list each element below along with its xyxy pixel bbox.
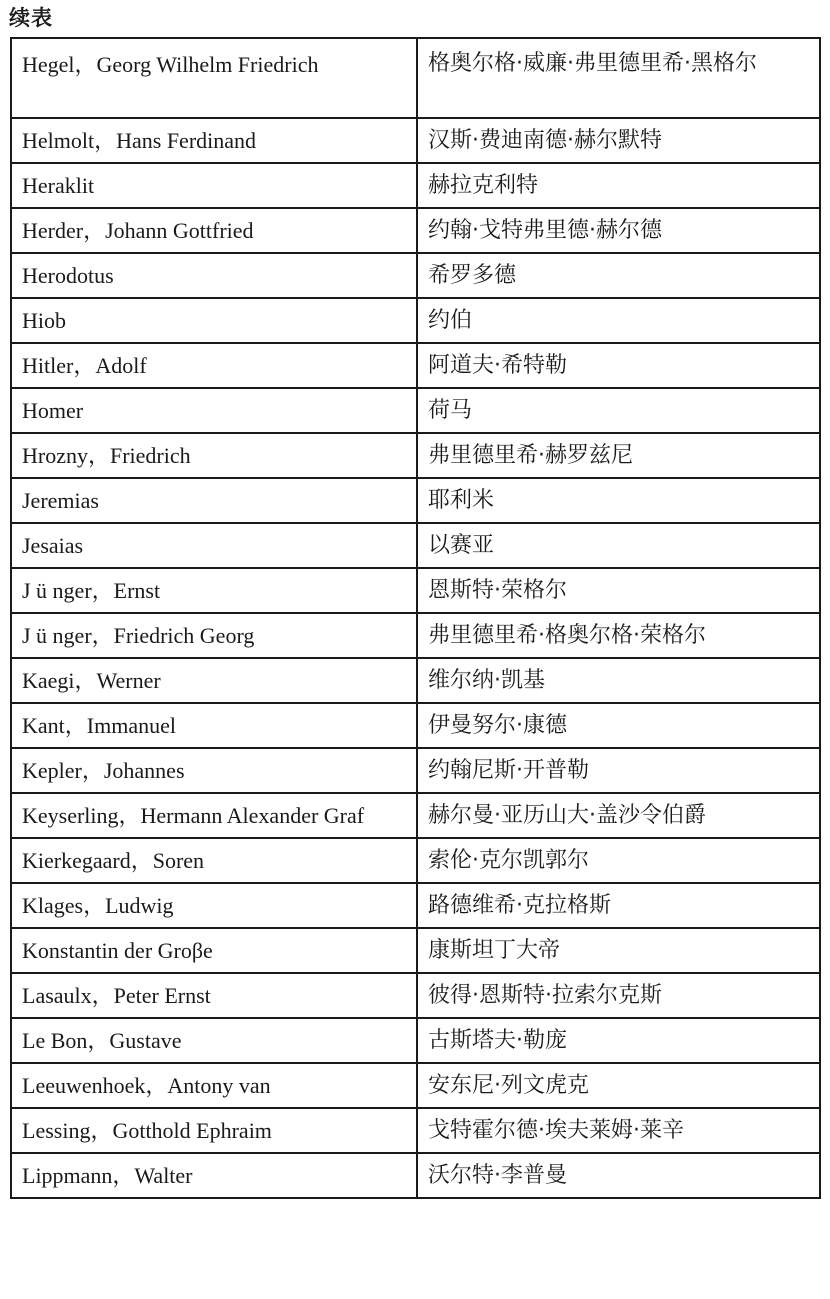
original-name-cell: Hiob	[11, 298, 417, 343]
translated-name-cell: 弗里德里希·赫罗兹尼	[417, 433, 820, 478]
original-name-cell: J ü nger，Ernst	[11, 568, 417, 613]
table-row	[11, 298, 820, 343]
original-name-cell: Le Bon，Gustave	[11, 1018, 417, 1063]
translated-name-cell: 荷马	[417, 388, 820, 433]
original-name-cell: Hitler，Adolf	[11, 343, 417, 388]
table-row	[11, 568, 820, 613]
original-name-cell: Homer	[11, 388, 417, 433]
translated-name-cell: 弗里德里希·格奥尔格·荣格尔	[417, 613, 820, 658]
translated-name-cell: 赫尔曼·亚历山大·盖沙令伯爵	[417, 793, 820, 838]
original-name-cell: Kant，Immanuel	[11, 703, 417, 748]
original-name-cell: Lasaulx，Peter Ernst	[11, 973, 417, 1018]
translated-name-cell: 索伦·克尔凯郭尔	[417, 838, 820, 883]
original-name-cell: Klages，Ludwig	[11, 883, 417, 928]
original-name-cell: Helmolt，Hans Ferdinand	[11, 118, 417, 163]
translated-name-cell: 沃尔特·李普曼	[417, 1153, 820, 1198]
table-row	[11, 793, 820, 838]
table-caption: 续表	[9, 6, 53, 30]
table-row	[11, 658, 820, 703]
translated-name-cell: 彼得·恩斯特·拉索尔克斯	[417, 973, 820, 1018]
translated-name-cell: 戈特霍尔德·埃夫莱姆·莱辛	[417, 1108, 820, 1153]
name-translation-table	[10, 37, 821, 1199]
table-row	[11, 38, 820, 118]
translated-name-cell: 约翰·戈特弗里德·赫尔德	[417, 208, 820, 253]
table-row	[11, 973, 820, 1018]
translated-name-cell: 阿道夫·希特勒	[417, 343, 820, 388]
table-row	[11, 883, 820, 928]
table-row	[11, 208, 820, 253]
table-row	[11, 478, 820, 523]
translated-name-cell: 安东尼·列文虎克	[417, 1063, 820, 1108]
original-name-cell: Konstantin der Groβe	[11, 928, 417, 973]
original-name-cell: Herodotus	[11, 253, 417, 298]
table-row	[11, 613, 820, 658]
table-row	[11, 343, 820, 388]
original-name-cell: Herder，Johann Gottfried	[11, 208, 417, 253]
table-row	[11, 433, 820, 478]
translated-name-cell: 赫拉克利特	[417, 163, 820, 208]
original-name-cell: Hegel，Georg Wilhelm Friedrich	[11, 38, 417, 118]
translated-name-cell: 约翰尼斯·开普勒	[417, 748, 820, 793]
original-name-cell: Jesaias	[11, 523, 417, 568]
original-name-cell: J ü nger，Friedrich Georg	[11, 613, 417, 658]
translated-name-cell: 古斯塔夫·勒庞	[417, 1018, 820, 1063]
translated-name-cell: 恩斯特·荣格尔	[417, 568, 820, 613]
table-row	[11, 163, 820, 208]
original-name-cell: Leeuwenhoek，Antony van	[11, 1063, 417, 1108]
translated-name-cell: 以赛亚	[417, 523, 820, 568]
table-row	[11, 838, 820, 883]
original-name-cell: Kierkegaard，Soren	[11, 838, 417, 883]
table-row	[11, 253, 820, 298]
translated-name-cell: 耶利米	[417, 478, 820, 523]
original-name-cell: Lessing，Gotthold Ephraim	[11, 1108, 417, 1153]
translated-name-cell: 约伯	[417, 298, 820, 343]
translated-name-cell: 伊曼努尔·康德	[417, 703, 820, 748]
original-name-cell: Keyserling，Hermann Alexander Graf	[11, 793, 417, 838]
original-name-cell: Kaegi，Werner	[11, 658, 417, 703]
table-row	[11, 748, 820, 793]
original-name-cell: Heraklit	[11, 163, 417, 208]
table-row	[11, 523, 820, 568]
translated-name-cell: 汉斯·费迪南德·赫尔默特	[417, 118, 820, 163]
table-row	[11, 928, 820, 973]
translated-name-cell: 康斯坦丁大帝	[417, 928, 820, 973]
original-name-cell: Jeremias	[11, 478, 417, 523]
table-row	[11, 388, 820, 433]
translated-name-cell: 希罗多德	[417, 253, 820, 298]
translated-name-cell: 路德维希·克拉格斯	[417, 883, 820, 928]
original-name-cell: Lippmann，Walter	[11, 1153, 417, 1198]
original-name-cell: Kepler，Johannes	[11, 748, 417, 793]
table-row	[11, 1108, 820, 1153]
translated-name-cell: 维尔纳·凯基	[417, 658, 820, 703]
table-row	[11, 1063, 820, 1108]
table-row	[11, 703, 820, 748]
original-name-cell: Hrozny，Friedrich	[11, 433, 417, 478]
translated-name-cell: 格奥尔格·威廉·弗里德里希·黑格尔	[417, 38, 820, 118]
table-row	[11, 1153, 820, 1198]
table-row	[11, 118, 820, 163]
table-row	[11, 1018, 820, 1063]
